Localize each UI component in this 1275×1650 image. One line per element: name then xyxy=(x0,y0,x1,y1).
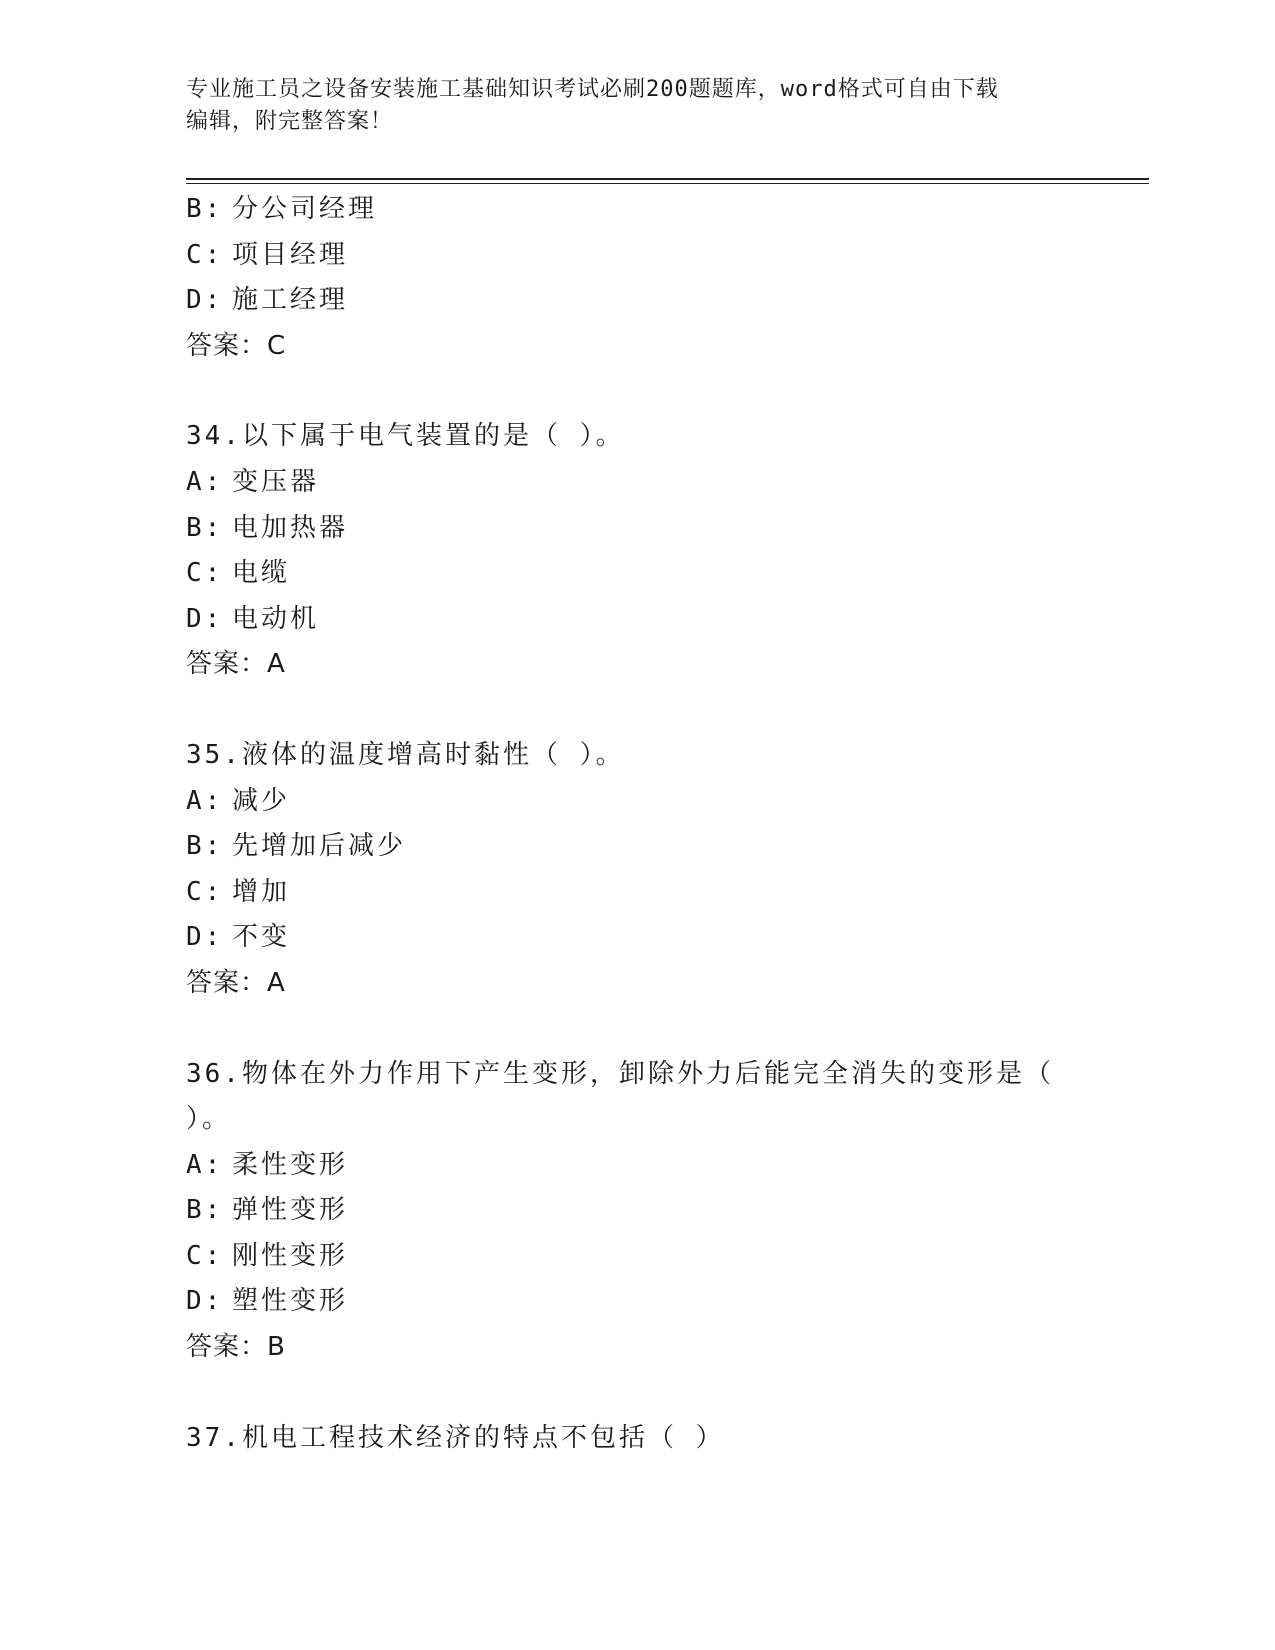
option-c: C: 增加 xyxy=(186,876,291,907)
option-d: D: 不变 xyxy=(186,922,291,953)
option-d: D: 施工经理 xyxy=(186,285,349,316)
header-divider-thin xyxy=(186,183,1149,184)
answer: 答案：A xyxy=(186,967,286,998)
question-text: 35.液体的温度增高时黏性（ ）。 xyxy=(186,739,625,770)
question-list xyxy=(186,187,1086,1506)
question-35 xyxy=(186,733,1086,1007)
question-37 xyxy=(186,1416,1086,1462)
option-d: D: 电动机 xyxy=(186,603,320,634)
option-c: C: 电缆 xyxy=(186,558,291,589)
header-divider-thick xyxy=(186,178,1149,180)
option-b: B: 分公司经理 xyxy=(186,194,378,224)
question-36 xyxy=(186,1052,1086,1371)
option-b: B: 电加热器 xyxy=(186,512,349,543)
option-b: B: 先增加后减少 xyxy=(186,831,407,862)
option-a: A: 柔性变形 xyxy=(186,1149,349,1180)
answer: 答案：B xyxy=(186,1332,286,1363)
question-33 xyxy=(186,187,1086,369)
option-c: C: 项目经理 xyxy=(186,239,349,270)
option-a: A: 变压器 xyxy=(186,466,320,497)
question-text: 34.以下属于电气装置的是（ ）。 xyxy=(186,421,625,452)
option-c: C: 刚性变形 xyxy=(186,1240,349,1271)
answer: 答案：C xyxy=(186,330,287,361)
question-34 xyxy=(186,414,1086,688)
option-a: A: 减少 xyxy=(186,785,291,816)
question-text-line-2: ）。 xyxy=(186,1104,232,1135)
header-title-line-1: 专业施工员之设备安装施工基础知识考试必刷200题题库，word格式可自由下载 xyxy=(186,77,999,102)
answer: 答案：A xyxy=(186,649,286,680)
header-title-line-2: 编辑，附完整答案！ xyxy=(186,109,394,134)
question-text-line-1: 36.物体在外力作用下产生变形，卸除外力后能完全消失的变形是（ xyxy=(186,1058,1054,1089)
question-text: 37.机电工程技术经济的特点不包括（ ） xyxy=(186,1422,725,1453)
option-d: D: 塑性变形 xyxy=(186,1286,349,1317)
option-b: B: 弹性变形 xyxy=(186,1195,349,1226)
document-header xyxy=(186,74,1086,138)
